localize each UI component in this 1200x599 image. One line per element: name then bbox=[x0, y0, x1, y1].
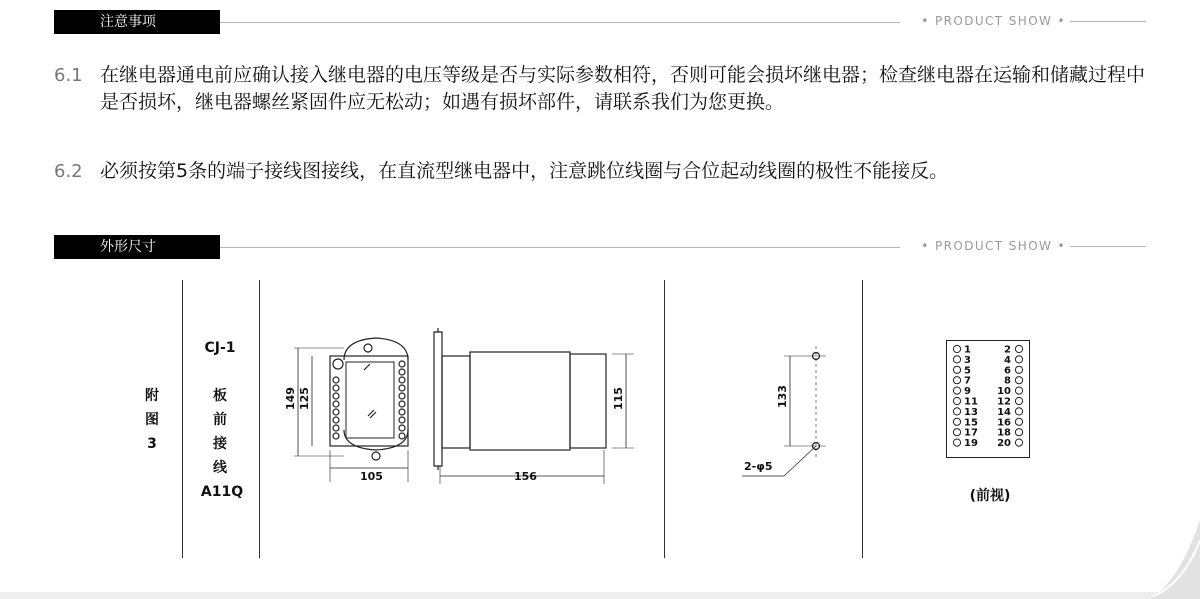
column-divider bbox=[182, 280, 183, 558]
notes-section-tab: 注意事项 bbox=[54, 10, 220, 34]
terminal-number: 10 bbox=[997, 386, 1011, 398]
terminal-number: 11 bbox=[964, 396, 978, 408]
terminal-circle bbox=[1015, 418, 1022, 425]
wiring-label-char: 板 bbox=[213, 388, 227, 404]
side-view-drawing bbox=[434, 328, 634, 484]
bottom-border bbox=[0, 592, 1200, 599]
dim-label-115: 115 bbox=[612, 387, 625, 410]
terminal-circle bbox=[1015, 356, 1022, 363]
terminal-number: 3 bbox=[964, 354, 971, 366]
dim-label-105: 105 bbox=[360, 470, 383, 483]
terminal-circle bbox=[953, 418, 960, 425]
wiring-label-char: 线 bbox=[213, 460, 227, 476]
terminal-number: 20 bbox=[997, 438, 1011, 450]
dimension-diagram bbox=[0, 270, 1200, 570]
terminal-grid bbox=[947, 341, 1029, 457]
product-show-text: • PRODUCT SHOW • bbox=[921, 239, 1066, 253]
product-show-label bbox=[921, 239, 1146, 253]
product-show-tail bbox=[1070, 21, 1146, 22]
terminal-layout bbox=[946, 340, 1030, 458]
note-number: 6.2 bbox=[54, 161, 83, 182]
section-divider bbox=[220, 247, 900, 248]
terminal-circle bbox=[1015, 345, 1022, 352]
terminal-number: 7 bbox=[964, 375, 971, 387]
mounting-hole-drawing bbox=[742, 346, 826, 476]
wiring-label-char: 前 bbox=[213, 412, 227, 428]
front-view-drawing bbox=[294, 338, 408, 482]
dim-label-149: 149 bbox=[284, 387, 297, 410]
terminal-column-right bbox=[399, 361, 405, 439]
terminal-circle bbox=[953, 408, 960, 415]
wiring-label bbox=[208, 384, 232, 480]
terminal-circle bbox=[1015, 397, 1022, 404]
terminal-number: 12 bbox=[997, 396, 1011, 408]
terminal-circle bbox=[953, 366, 960, 373]
terminal-number: 16 bbox=[997, 417, 1011, 429]
terminal-circle bbox=[953, 429, 960, 436]
terminal-number: 5 bbox=[964, 365, 971, 377]
dim-label-133: 133 bbox=[776, 385, 789, 408]
terminal-circle bbox=[1015, 439, 1022, 446]
dims-section-header bbox=[54, 235, 1146, 259]
product-show-tail bbox=[1070, 246, 1146, 247]
dims-section-tab: 外形尺寸 bbox=[54, 235, 220, 259]
terminal-column-left bbox=[333, 377, 339, 439]
figure-label-char: 附 bbox=[145, 388, 159, 404]
column-divider bbox=[259, 280, 260, 558]
product-show-label bbox=[921, 14, 1146, 28]
terminal-circle bbox=[1015, 377, 1022, 384]
terminal-circle bbox=[953, 397, 960, 404]
terminal-number: 9 bbox=[964, 386, 971, 398]
terminal-circle bbox=[953, 356, 960, 363]
section-divider bbox=[220, 22, 900, 23]
terminal-number: 2 bbox=[1004, 344, 1011, 356]
terminal-number: 6 bbox=[1004, 365, 1011, 377]
figure-label bbox=[140, 384, 164, 456]
terminal-circle bbox=[953, 439, 960, 446]
terminal-number: 14 bbox=[997, 406, 1011, 418]
terminal-circle bbox=[1015, 387, 1022, 394]
terminal-number: 1 bbox=[964, 344, 971, 356]
front-view-label: (前视) bbox=[969, 488, 1011, 504]
product-show-text: • PRODUCT SHOW • bbox=[921, 14, 1066, 28]
dim-label-125: 125 bbox=[298, 387, 311, 410]
note-text: 在继电器通电前应确认接入继电器的电压等级是否与实际参数相符，否则可能会损坏继电器；检查继电器在运输和储藏过程中是否损坏，继电器螺丝紧固件应无松动；如遇有损坏部件，请联系我们为您更换。 bbox=[100, 64, 1146, 113]
note-item-6-2 bbox=[54, 158, 1146, 185]
terminal-circle bbox=[953, 377, 960, 384]
dim-label-holes: 2-φ5 bbox=[744, 460, 773, 473]
note-item-6-1 bbox=[54, 62, 1146, 116]
terminal-number: 15 bbox=[964, 417, 978, 429]
dim-label-156: 156 bbox=[514, 470, 537, 483]
note-number: 6.1 bbox=[54, 65, 83, 86]
note-text: 必须按第5条的端子接线图接线，在直流型继电器中，注意跳位线圈与合位起动线圈的极性不能接反。 bbox=[100, 160, 949, 182]
terminal-number: 19 bbox=[964, 438, 978, 450]
terminal-number: 13 bbox=[964, 406, 978, 418]
figure-label-char: 图 bbox=[145, 412, 159, 428]
wiring-label-char: 接 bbox=[213, 436, 227, 452]
terminal-circle bbox=[953, 345, 960, 352]
terminal-number: 8 bbox=[1004, 375, 1011, 387]
page-curl-icon bbox=[1140, 520, 1200, 599]
terminal-number: 17 bbox=[964, 427, 978, 439]
notes-section-header bbox=[54, 10, 1146, 34]
terminal-circle bbox=[953, 387, 960, 394]
outline-drawing bbox=[264, 270, 864, 550]
terminal-circle bbox=[1015, 429, 1022, 436]
terminal-number: 18 bbox=[997, 427, 1011, 439]
terminal-circle bbox=[1015, 366, 1022, 373]
terminal-circle bbox=[1015, 408, 1022, 415]
figure-label-char: 3 bbox=[147, 436, 157, 452]
model-label: CJ-1 bbox=[204, 340, 236, 356]
terminal-number: 4 bbox=[1004, 354, 1011, 366]
case-code-label: A11Q bbox=[200, 484, 244, 500]
